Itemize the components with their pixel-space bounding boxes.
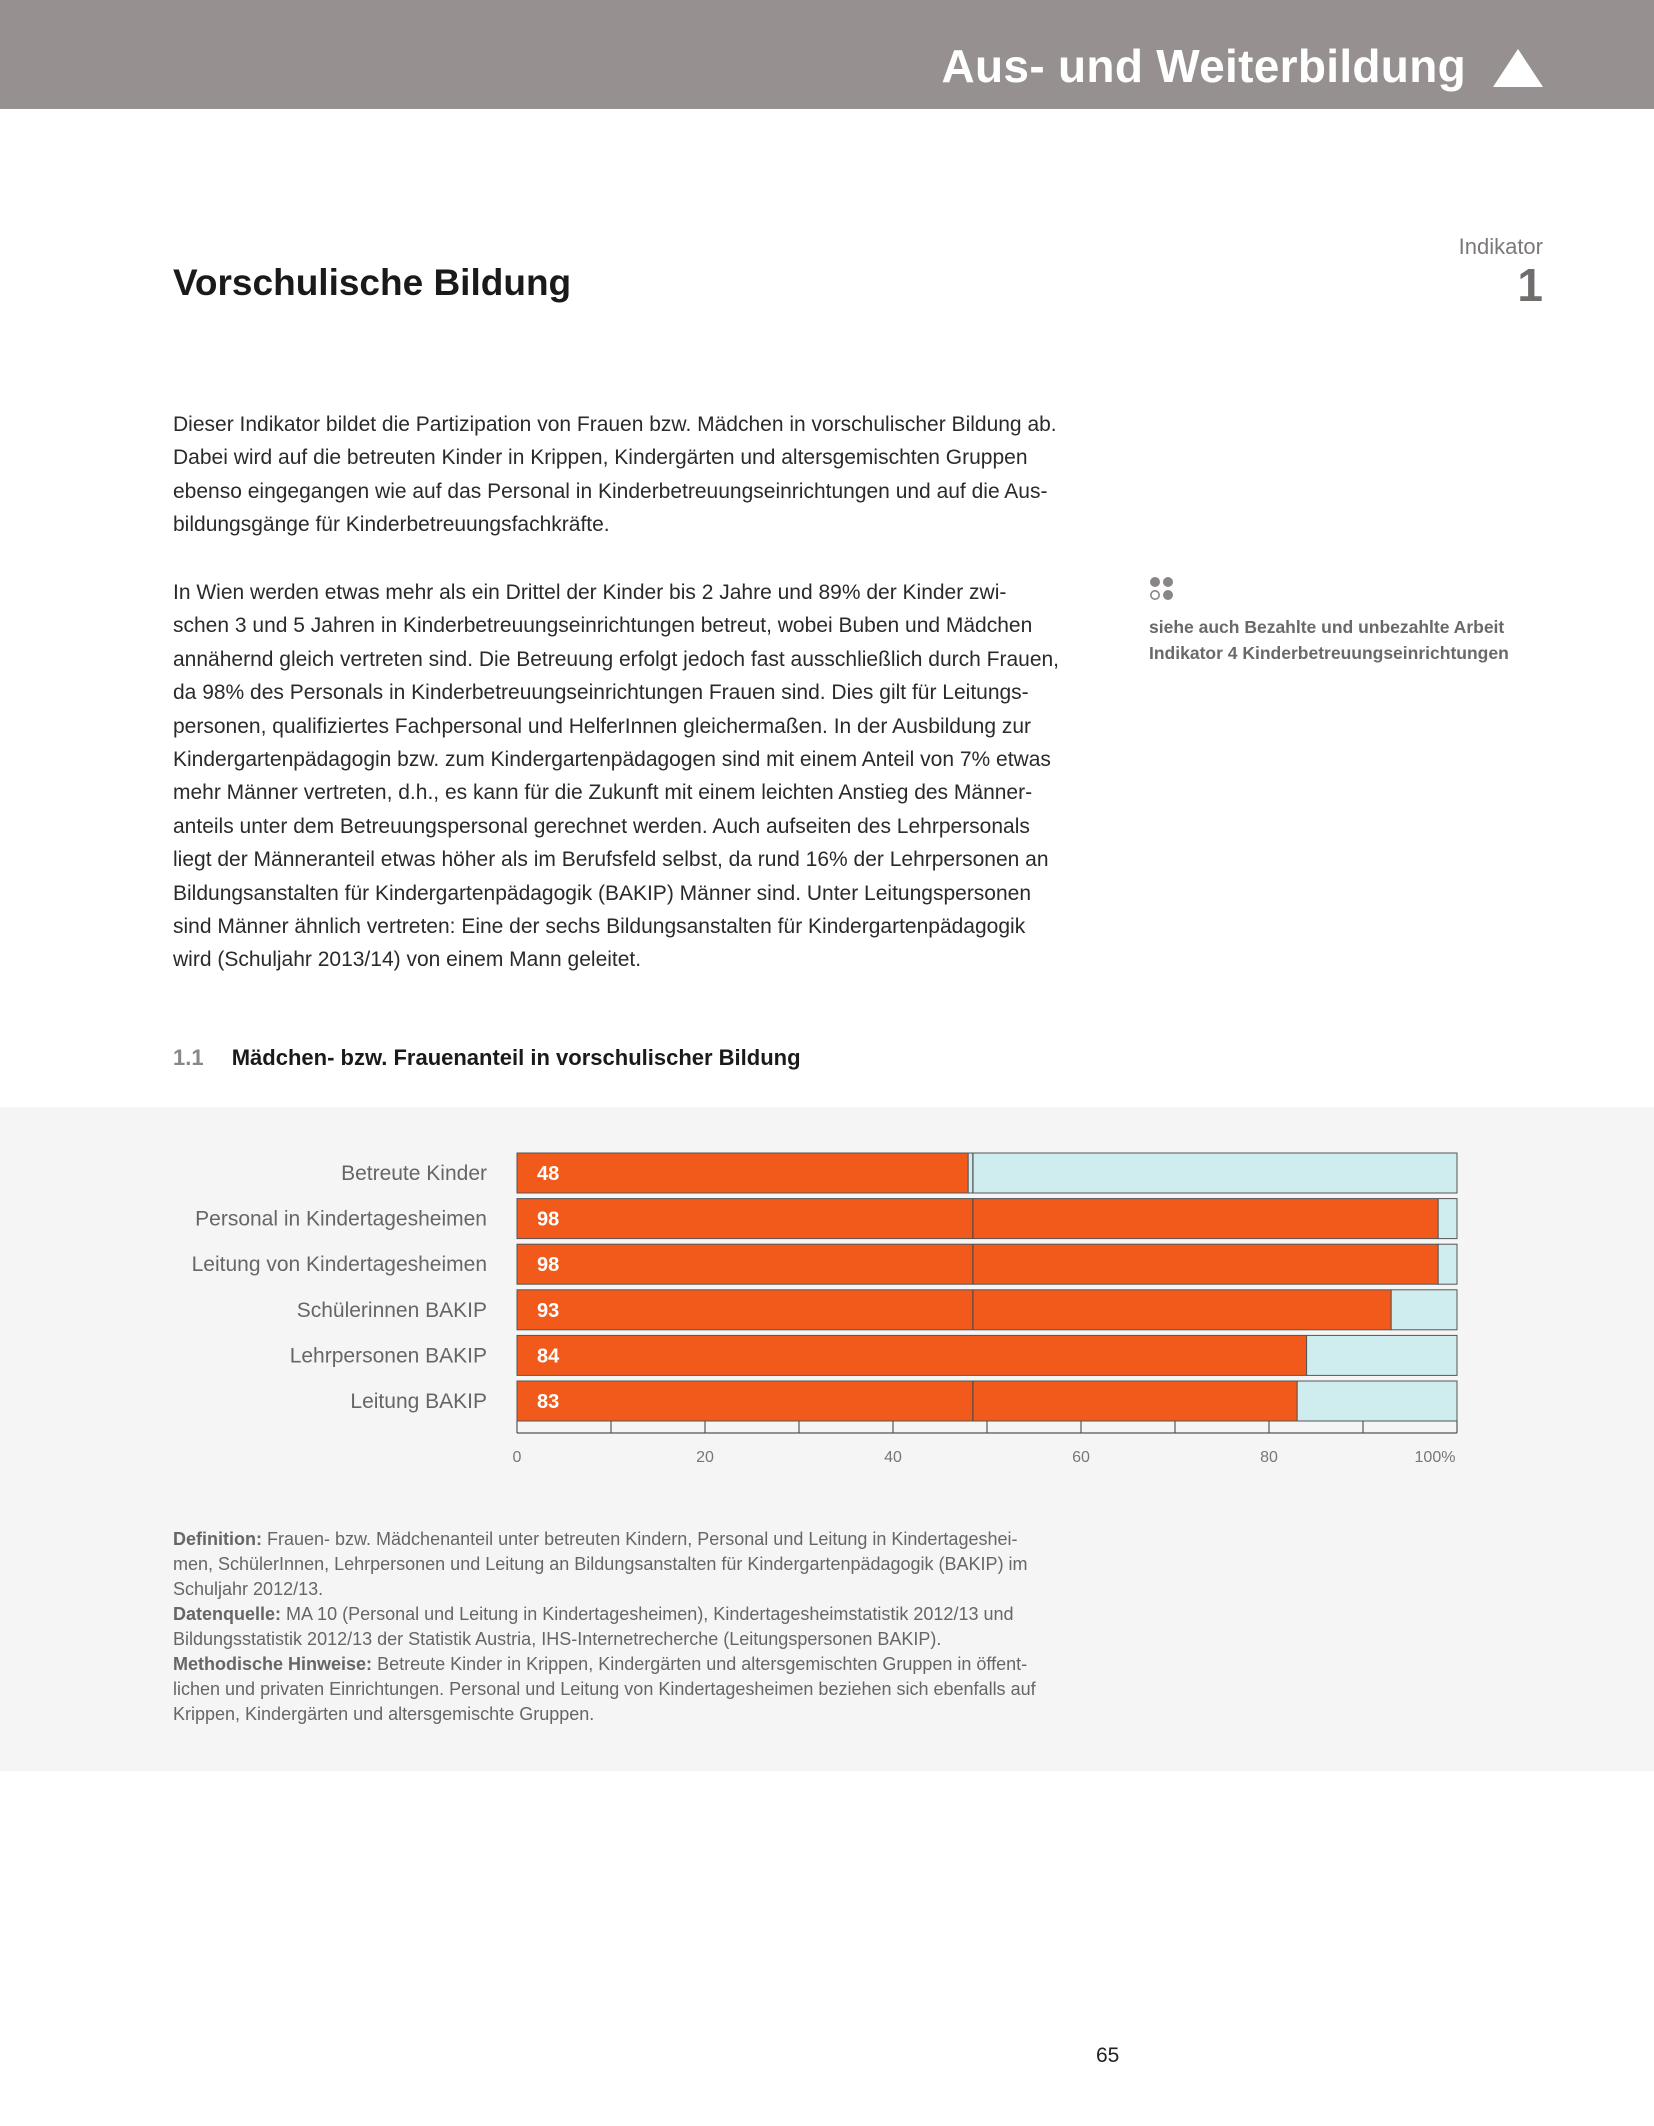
- definition-label: Definition:: [173, 1529, 262, 1549]
- bar-male: [968, 1153, 1457, 1193]
- category-label: Betreute Kinder: [341, 1162, 487, 1185]
- text-line: sind Männer ähnlich vertreten: Eine der sechs Bildungsanstalten für Kindergartenpädagogik: [173, 915, 1026, 939]
- text-line: mehr Männer vertreten, d.h., es kann für die Zukunft mit einem leichten Anstieg des Männer-: [173, 781, 1033, 805]
- x-tick-label: 80: [1260, 1449, 1278, 1466]
- text-line: In Wien werden etwas mehr als ein Drittel der Kinder bis 2 Jahre und 89% der Kinder zwi-: [173, 581, 1007, 604]
- bar-female: [517, 1381, 1297, 1421]
- text-line: Dabei wird auf die betreuten Kinder in Krippen, Kindergärten und altersgemischten Gruppen: [173, 446, 1028, 470]
- header-bar: [0, 0, 1654, 109]
- method-label: Methodische Hinweise:: [173, 1654, 373, 1674]
- text-line: schen 3 und 5 Jahren in Kinderbetreuungseinrichtungen betreut, wobei Buben und Mädchen: [173, 614, 1033, 638]
- cross-reference-note: [1149, 576, 1569, 666]
- cross-reference-line[interactable]: siehe auch Bezahlte und unbezahlte Arbeit: [1149, 617, 1505, 637]
- bar-female: [517, 1244, 1438, 1284]
- dots-icon: [1149, 576, 1175, 602]
- page-number: 65: [1096, 2044, 1120, 2067]
- method-line: Krippen, Kindergärten und altersgemischte Gruppen.: [173, 1704, 595, 1724]
- bar-male: [1438, 1199, 1457, 1239]
- bar-male: [1438, 1244, 1457, 1284]
- source-line: [173, 1602, 1133, 1627]
- category-label: Schülerinnen BAKIP: [296, 1298, 487, 1322]
- section-title: Aus- und Weiterbildung: [941, 40, 1466, 92]
- x-tick-label: 100%: [1414, 1449, 1456, 1466]
- text-line: ebenso eingegangen wie auf das Personal in Kinderbetreuungseinrichtungen und auf die Aus-: [173, 479, 1048, 503]
- text-line: da 98% des Personals in Kinderbetreuungseinrichtungen Frauen sind. Dies gilt für Leitungs-: [173, 681, 1029, 705]
- cross-reference-line[interactable]: Indikator 4 Kinderbetreuungseinrichtungen: [1149, 643, 1509, 663]
- chart-title: Mädchen- bzw. Frauenanteil in vorschulischer Bildung: [231, 1045, 801, 1070]
- value-label: 98: [537, 1254, 560, 1277]
- page-title: Vorschulische Bildung: [173, 262, 572, 303]
- value-label: 48: [537, 1163, 560, 1185]
- bar-male: [1391, 1290, 1457, 1330]
- method-text: Betreute Kinder in Krippen, Kindergärten und altersgemischten Gruppen in öffent-: [377, 1654, 1028, 1674]
- intro-paragraph: [173, 408, 1133, 542]
- category-label: Personal in Kindertagesheimen: [195, 1207, 487, 1231]
- method-line: lichen und privaten Einrichtungen. Personal und Leitung von Kindertagesheimen beziehen sich ebenfalls auf: [173, 1679, 1036, 1699]
- text-line: liegt der Männeranteil etwas höher als im Berufsfeld selbst, da rund 16% der Lehrpersonen an: [173, 848, 1049, 872]
- value-label: 93: [537, 1299, 560, 1322]
- text-line: anteils unter dem Betreuungspersonal gerechnet werden. Auch aufseiten des Lehrpersonals: [173, 814, 1030, 838]
- triangle-up-icon: [1493, 49, 1543, 87]
- definition-line: Schuljahr 2012/13.: [173, 1579, 324, 1599]
- text-line: Bildungsanstalten für Kindergartenpädagogik (BAKIP) Männer sind. Unter Leitungspersonen: [173, 881, 1032, 905]
- value-label: 84: [537, 1345, 560, 1368]
- value-label: 83: [537, 1391, 560, 1413]
- value-label: 98: [537, 1208, 560, 1231]
- bar-female: [517, 1290, 1391, 1330]
- x-tick-label: 40: [884, 1449, 902, 1466]
- text-line: wird (Schuljahr 2013/14) von einem Mann geleitet.: [173, 948, 642, 972]
- text-line: annähernd gleich vertreten sind. Die Betreuung erfolgt jedoch fast ausschließlich durch Frauen,: [173, 647, 1060, 671]
- definition-line: men, SchülerInnen, Lehrpersonen und Leitung an Bildungsanstalten für Kindergartenpädagogik (BAKIP) im: [173, 1554, 1028, 1574]
- definition-block: [173, 1527, 1133, 1727]
- definition-line: [173, 1527, 1133, 1552]
- category-label: Leitung BAKIP: [350, 1390, 487, 1413]
- bar-chart: [0, 1107, 1654, 1527]
- x-tick-label: 60: [1072, 1449, 1090, 1466]
- indicator-number: 1: [1517, 259, 1543, 311]
- body-paragraph: [173, 576, 1133, 977]
- text-line: Dieser Indikator bildet die Partizipation von Frauen bzw. Mädchen in vorschulischer Bildung ab.: [173, 413, 1057, 436]
- category-label: Lehrpersonen BAKIP: [289, 1344, 487, 1368]
- source-label: Datenquelle:: [173, 1604, 282, 1624]
- indicator-label: Indikator: [1458, 234, 1543, 259]
- definition-text: Frauen- bzw. Mädchenanteil unter betreuten Kindern, Personal und Leitung in Kindertageshei-: [267, 1529, 1018, 1549]
- bar-female: [517, 1335, 1307, 1375]
- text-line: Kindergartenpädagogin bzw. zum Kindergartenpädagogen sind mit einem Anteil von 7% etwas: [173, 748, 1051, 772]
- source-text: MA 10 (Personal und Leitung in Kindertagesheimen), Kindertagesheimstatistik 2012/13 und: [286, 1604, 1014, 1624]
- text-line: personen, qualifiziertes Fachpersonal und HelferInnen gleichermaßen. In der Ausbildung zur: [173, 714, 1032, 738]
- x-tick-label: 0: [512, 1449, 522, 1466]
- chart-heading: [173, 1045, 801, 1071]
- x-tick-label: 20: [696, 1449, 714, 1466]
- text-line: bildungsgänge für Kinderbetreuungsfachkräfte.: [173, 513, 610, 537]
- bar-female: [517, 1153, 968, 1193]
- category-label: Leitung von Kindertagesheimen: [191, 1253, 487, 1277]
- source-line: Bildungsstatistik 2012/13 der Statistik Austria, IHS-Internetrecherche (Leitungspersonen BAKIP).: [173, 1629, 942, 1649]
- bar-male: [1307, 1335, 1457, 1375]
- method-line: [173, 1652, 1133, 1677]
- chart-number: 1.1: [173, 1045, 204, 1070]
- bar-male: [1297, 1381, 1457, 1421]
- bar-female: [517, 1199, 1438, 1239]
